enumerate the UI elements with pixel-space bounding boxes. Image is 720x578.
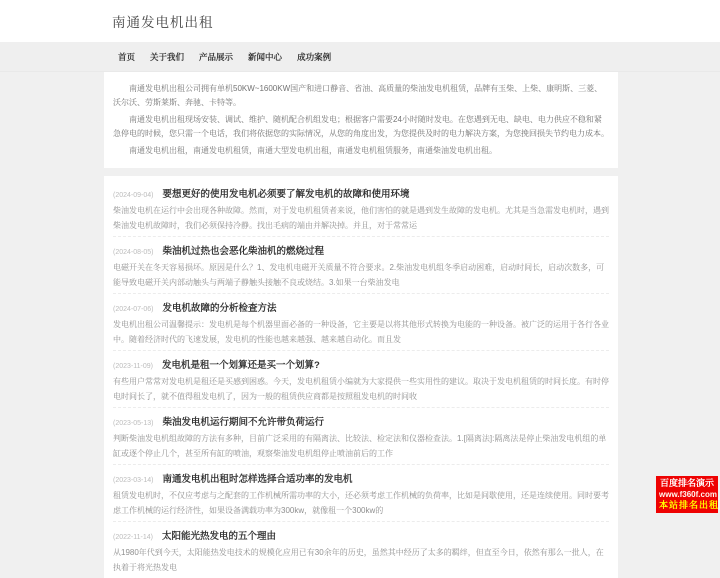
nav-item-about[interactable]: 关于我们 [150,51,185,62]
main-content [104,72,618,578]
intro-paragraph: 南通发电机出租公司拥有单机50KW~1600KW国产和进口静音、省油、高质量的柴油发电机租赁，品牌有玉柴、上柴、康明斯、三菱、沃尔沃、劳斯莱斯、奔驰、卡特等。 [113,84,603,107]
article-date: (2023-11-09) [113,363,153,370]
article-title-link[interactable]: 南通发电机出租时怎样选择合适功率的发电机 [162,474,353,485]
article-item [113,237,609,294]
article-head [113,186,609,200]
intro-card [104,72,618,168]
article-date: (2024-09-04) [113,192,154,199]
site-title[interactable]: 南通发电机出租 [112,15,214,30]
article-summary: 有些用户常常对发电机是租还是买感到困惑。今天，发电机租赁小编就为大家提供一些实用性的建议。取决于发电机租赁的时间长度。有时停电时间长了，就不值得租发电机了，因为一般的租赁供应商都是按照租发电机的时间收 [113,377,609,401]
main-nav [0,42,720,72]
article-title-link[interactable]: 柴油机过热也会恶化柴油机的燃烧过程 [162,246,324,257]
article-item [113,408,609,465]
article-title-link[interactable]: 发电机是租一个划算还是买一个划算? [161,360,320,371]
article-date: (2023-03-14) [113,477,154,484]
article-item [113,351,609,408]
article-summary: 电磁开关在冬天容易损坏。原因是什么？1、发电机电磁开关质量不符合要求。2.柴油发电机组冬季启动困难，启动时间长，启动次数多，可能导致电磁开关内部动触头与两端子静触头接触不良或烧结。3.如果一台柴油发电 [113,263,605,287]
article-summary: 从1980年代到今天，太阳能热发电技术的规模化应用已有30余年的历史，虽然其中经历了太多的羁绊，但直至今日，依然有那么一批人，在执着于将光热发电 [113,548,604,572]
article-date: (2024-08-05) [113,249,154,256]
article-item [113,180,609,237]
article-date: (2023-05-13) [113,420,154,427]
site-header [0,0,720,42]
article-item [113,465,609,522]
ad-badge-title[interactable]: 百度排名演示 [659,478,714,488]
article-head [113,528,609,542]
article-summary: 判断柴油发电机组故障的方法有多种，目前广泛采用的有隔离法、比较法、检定法和仪器检查法。1.[隔离法]:隔离法是停止柴油发电机组的单缸或逐个停止几个，甚至所有缸的喷油，观察柴油发电机组停止喷油前后的工作 [113,434,607,458]
nav-item-home[interactable]: 首页 [118,51,136,62]
article-title-link[interactable]: 发电机故障的分析检查方法 [162,303,277,314]
intro-paragraph: 南通发电机出租，南通发电机租赁，南通大型发电机出租，南通发电机租赁服务，南通柴油发电机出租。 [129,146,497,155]
article-date: (2024-07-06) [113,306,154,313]
article-date: (2022-11-14) [113,534,153,541]
article-head [113,357,609,371]
article-title-link[interactable]: 太阳能光热发电的五个理由 [161,531,276,542]
intro-paragraph: 南通发电机出租现场安装、调试、维护、随机配合机组发电；根据客户需要24小时随时发电。在您遇到无电、缺电、电力供应不稳和紧急停电的时候，您只需一个电话，我们将依据您的实际情况，从您的角度出发，为您提供及时的电力解决方案，为您挽回损失节约电力成本。 [113,115,609,138]
article-list [104,176,618,578]
article-summary: 柴油发电机在运行中会出现各种故障。然而，对于发电机租赁者来说，他们害怕的就是遇到发生故障的发电机。尤其是当急需发电机时，遇到柴油发电机故障时，我们必须保持冷静。找出毛病的端由并解决掉。并且，对于常常运 [113,206,609,230]
ad-badge-rent-text[interactable]: 本站排名出租 [659,500,720,510]
article-summary: 租赁发电机时，不仅应考虑与之配套的工作机械所需功率的大小，还必须考虑工作机械的负荷率，比如是间歇使用，还是连续使用。同时要考虑工作机械的运行经济性，如果设备满载功率为300kw，就像租一个300kw的 [113,491,609,515]
nav-item-cases[interactable]: 成功案例 [297,51,332,62]
article-summary: 发电机出租公司温馨提示：发电机是每个机器里面必备的一种设备，它主要是以将其他形式转换为电能的一种设备。被广泛的运用于各行各业中。随着经济时代的飞速发展，发电机的性能也越来越强、越来越自动化。而且发 [113,320,609,344]
article-title-link[interactable]: 要想更好的使用发电机必须要了解发电机的故障和使用环境 [162,189,410,200]
article-head [113,414,609,428]
article-head [113,471,609,485]
ad-badge-url[interactable]: www.f360f.com [659,490,717,499]
baidu-rank-ad-badge[interactable] [656,476,718,513]
nav-item-news[interactable]: 新闻中心 [248,51,283,62]
article-item [113,294,609,351]
nav-item-products[interactable]: 产品展示 [199,51,234,62]
article-head [113,243,609,257]
article-title-link[interactable]: 柴油发电机运行期间不允许带负荷运行 [162,417,324,428]
article-head [113,300,609,314]
article-item [113,522,609,578]
